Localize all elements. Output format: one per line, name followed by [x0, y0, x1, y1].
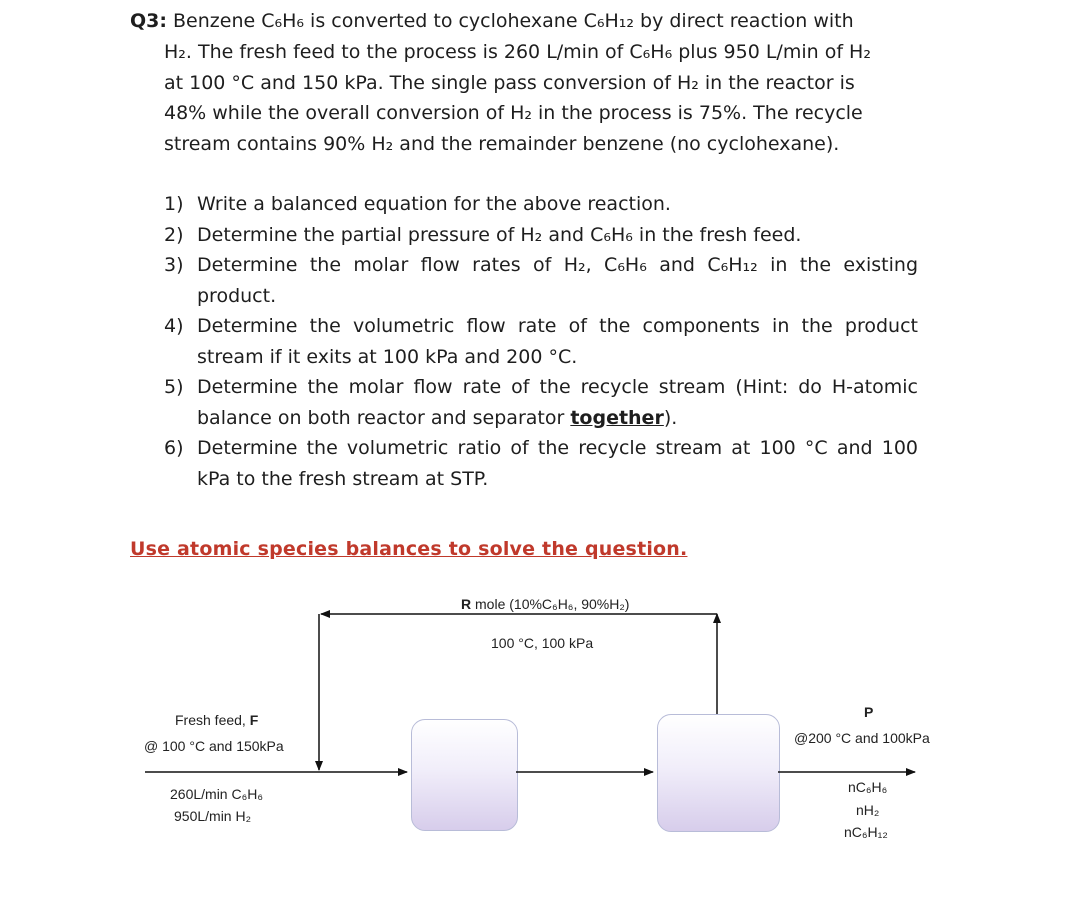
product-hydrogen: nH₂ — [856, 802, 880, 818]
fresh-feed-conditions: @ 100 °C and 150kPa — [144, 738, 284, 754]
recycle-label: R mole (10%C₆H₆, 90%H₂) — [461, 596, 630, 612]
emphasis-together: together — [570, 406, 664, 429]
question-line-1: Benzene C₆H₆ is converted to cyclohexane C₆H₁₂ by direct reaction with — [166, 10, 854, 32]
list-item: 2) Determine the partial pressure of H₂ and C₆H₆ in the fresh feed. — [164, 223, 802, 246]
hint-text: Use atomic species balances to solve the question. — [130, 538, 688, 560]
question-label: Q3: — [130, 10, 167, 32]
fresh-feed-label: Fresh feed, F — [175, 712, 259, 728]
list-item: 3) Determine the molar flow rates of H₂, C₆H₆ and C₆H₁₂ in the existing product. — [164, 254, 918, 307]
list-item: 1) Write a balanced equation for the above reaction. — [164, 193, 671, 215]
product-cyclohexane: nC₆H₁₂ — [844, 824, 888, 840]
product-conditions: @200 °C and 100kPa — [794, 730, 930, 746]
recycle-conditions: 100 °C, 100 kPa — [491, 635, 594, 651]
product-symbol: P — [864, 704, 874, 720]
feed-hydrogen-flow: 950L/min H₂ — [174, 808, 252, 824]
question-line-3: at 100 °C and 150 kPa. The single pass conversion of H₂ in the reactor is — [164, 71, 855, 94]
list-item: 4) Determine the volumetric flow rate of the components in the product stream if it exits at 100 kPa and 200 °C. — [164, 315, 918, 368]
list-item: 5) Determine the molar flow rate of the recycle stream (Hint: do H-atomic balance on both reactor and separator together). — [164, 376, 918, 429]
question-line-5: stream contains 90% H₂ and the remainder benzene (no cyclohexane). — [164, 133, 840, 156]
product-benzene: nC₆H₆ — [848, 779, 888, 795]
question-line-2: H₂. The fresh feed to the process is 260 L/min of C₆H₆ plus 950 L/min of H₂ — [164, 40, 871, 63]
feed-benzene-flow: 260L/min C₆H₆ — [170, 786, 263, 802]
question-line-4: 48% while the overall conversion of H₂ in the process is 75%. The recycle — [164, 102, 863, 125]
list-item: 6) Determine the volumetric ratio of the recycle stream at 100 °C and 100 kPa to the fresh stream at STP. — [164, 437, 918, 490]
